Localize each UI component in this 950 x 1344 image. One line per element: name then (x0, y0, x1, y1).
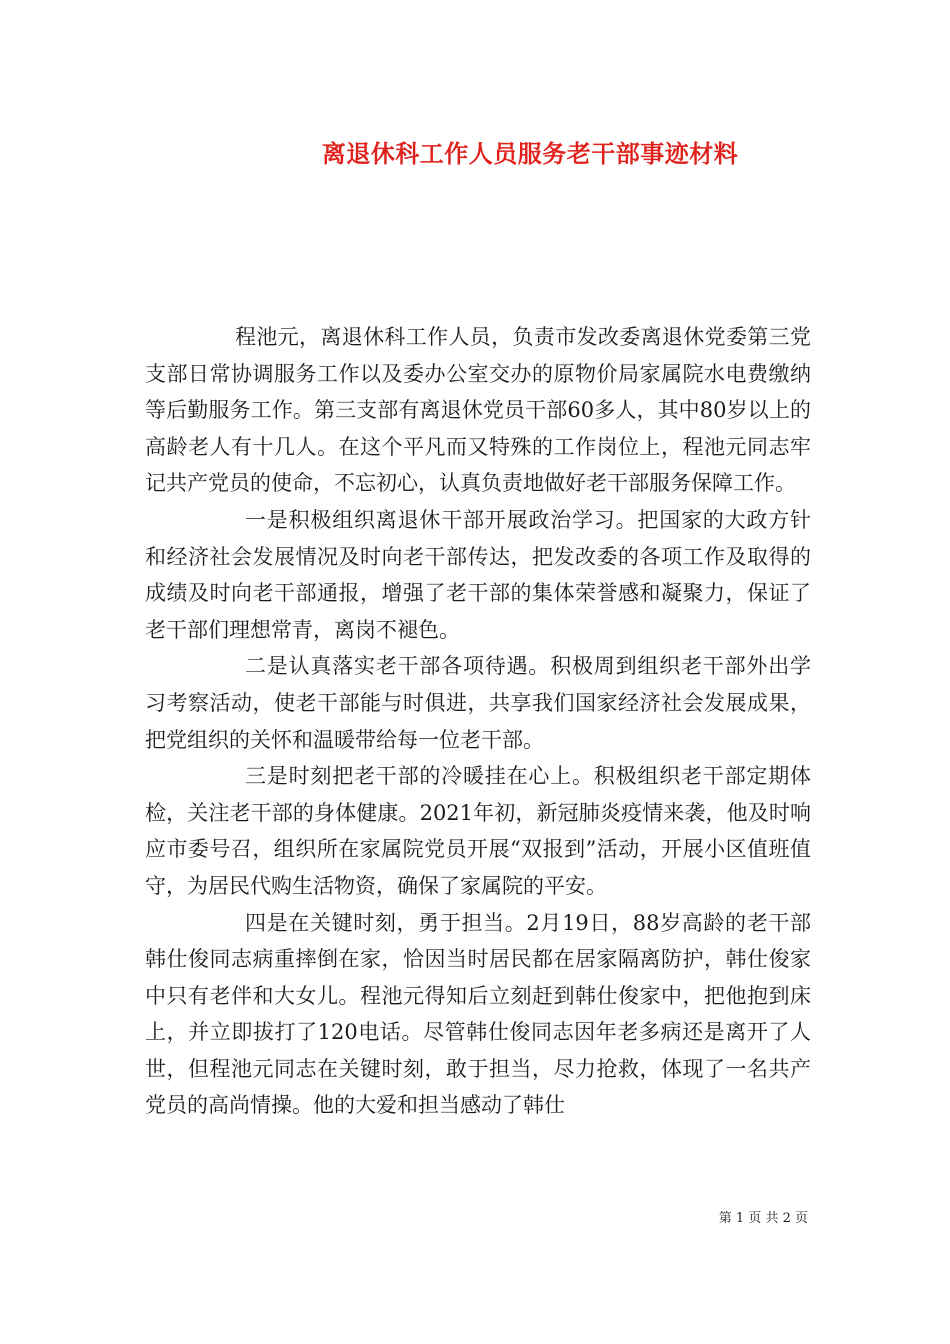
document-title: 离退休科工作人员服务老干部事迹材料 (321, 139, 739, 168)
paragraph-point-3: 三是时刻把老干部的冷暖挂在心上。积极组织老干部定期体检，关注老干部的身体健康。2021年初，新冠肺炎疫情来袭，他及时响应市委号召，组织所在家属院党员开展“双报到”活动，开展小区值班值守，为居民代购生活物资，确保了家属院的平安。 (145, 764, 811, 898)
paragraph-intro: 程池元，离退休科工作人员，负责市发改委离退休党委第三党支部日常协调服务工作以及委办公室交办的原物价局家属院水电费缴纳等后勤服务工作。第三支部有离退休党员干部60多人，其中80岁以上的高龄老人有十几人。在这个平凡而又特殊的工作岗位上，程池元同志牢记共产党员的使命，不忘初心，认真负责地做好老干部服务保障工作。 (145, 325, 811, 496)
paragraph-point-2: 二是认真落实老干部各项待遇。积极周到组织老干部外出学习考察活动，使老干部能与时俱进，共享我们国家经济社会发展成果，把党组织的关怀和温暖带给每一位老干部。 (145, 654, 811, 752)
paragraph-point-4: 四是在关键时刻，勇于担当。2月19日，88岁高龄的老干部韩仕俊同志病重摔倒在家，恰因当时居民都在居家隔离防护，韩仕俊家中只有老伴和大女儿。程池元得知后立刻赶到韩仕俊家中，把他抱到床上，并立即拔打了120电话。尽管韩仕俊同志因年老多病还是离开了人世，但程池元同志在关键时刻，敢于担当，尽力抢救，体现了一名共产党员的高尚情操。他的大爱和担当感动了韩仕 (145, 910, 811, 1118)
document-body (145, 319, 811, 1124)
page-number-indicator: 第 1 页 共 2 页 (718, 1211, 808, 1226)
paragraph-point-1: 一是积极组织离退休干部开展政治学习。把国家的大政方针和经济社会发展情况及时向老干部传达，把发改委的各项工作及取得的成绩及时向老干部通报，增强了老干部的集体荣誉感和凝聚力，保证了老干部们理想常青，离岗不褪色。 (145, 507, 811, 642)
